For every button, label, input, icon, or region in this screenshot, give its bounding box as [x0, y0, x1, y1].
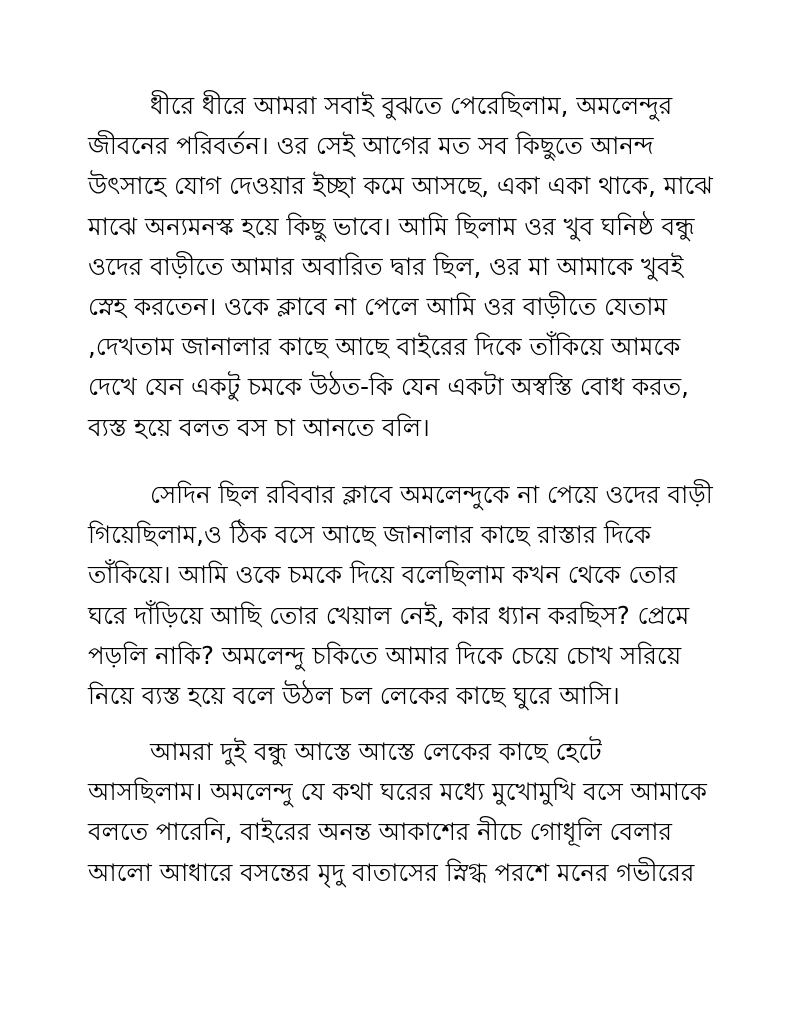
- paragraph-2: [88, 475, 713, 716]
- paragraph-line: জীবনের পরিবর্তন। ওর সেই আগের মত সব কিছুতে আনন্দ: [88, 131, 654, 161]
- paragraph-line: দেখে যেন একটু চমকে উঠত-কি যেন একটা অস্বস্তি বোধ করত,: [88, 372, 689, 402]
- paragraph-line: ধীরে ধীরে আমরা সবাই বুঝতে পেরেছিলাম, অমলেন্দুর: [150, 91, 673, 120]
- paragraph-line: ঘরে দাঁড়িয়ে আছি তোর খেয়াল নেই, কার ধ্যান করছিস? প্রেমে: [88, 600, 690, 630]
- paragraph-line: আসছিলাম। অমলেন্দু যে কথা ঘরের মধ্যে মুখোমুখি বসে আমাকে: [88, 777, 707, 807]
- paragraph-line: আলো আধারে বসন্তের মৃদু বাতাসের স্নিগ্ধ পরশে মনের গভীরের: [88, 857, 695, 887]
- paragraph-line: পড়লি নাকি? অমলেন্দু চকিতে আমার দিকে চেয়ে চোখ সরিয়ে: [88, 640, 682, 670]
- paragraph-line: গিয়েছিলাম,ও ঠিক বসে আছে জানালার কাছে রাস্তার দিকে: [88, 520, 651, 550]
- paragraph-1: [88, 86, 713, 448]
- paragraph-line: সেদিন ছিল রবিবার ক্লাবে অমলেন্দুকে না পেয়ে ওদের বাড়ী: [150, 480, 713, 509]
- paragraph-line: আমরা দুই বন্ধু আস্তে আস্তে লেকের কাছে হেটে: [150, 737, 602, 766]
- paragraph-3: [88, 732, 707, 893]
- paragraph-line: ব্যস্ত হয়ে বলত বস চা আনতে বলি।: [88, 412, 430, 442]
- paragraph-line: ওদের বাড়ীতে আমার অবারিত দ্বার ছিল, ওর মা আমাকে খুবই: [88, 251, 684, 281]
- paragraph-line: মাঝে অন্যমনস্ক হয়ে কিছু ভাবে। আমি ছিলাম ওর খুব ঘনিষ্ঠ বন্ধু: [88, 211, 695, 241]
- paragraph-line: বলতে পারেনি, বাইরের অনন্ত আকাশের নীচে গোধূলি বেলার: [88, 817, 672, 847]
- paragraph-line: স্নেহ করতেন। ওকে ক্লাবে না পেলে আমি ওর বাড়ীতে যেতাম: [88, 291, 668, 321]
- paragraph-line: নিয়ে ব্যস্ত হয়ে বলে উঠল চল লেকের কাছে ঘুরে আসি।: [88, 680, 620, 710]
- paragraph-line: তাঁকিয়ে। আমি ওকে চমকে দিয়ে বলেছিলাম কখন থেকে তোর: [88, 560, 678, 590]
- paragraph-line: উৎসাহে যোগ দেওয়ার ইচ্ছা কমে আসছে, একা একা থাকে, মাঝে: [88, 171, 713, 201]
- paragraph-line: ,দেখতাম জানালার কাছে আছে বাইরের দিকে তাঁকিয়ে আমকে: [88, 332, 681, 362]
